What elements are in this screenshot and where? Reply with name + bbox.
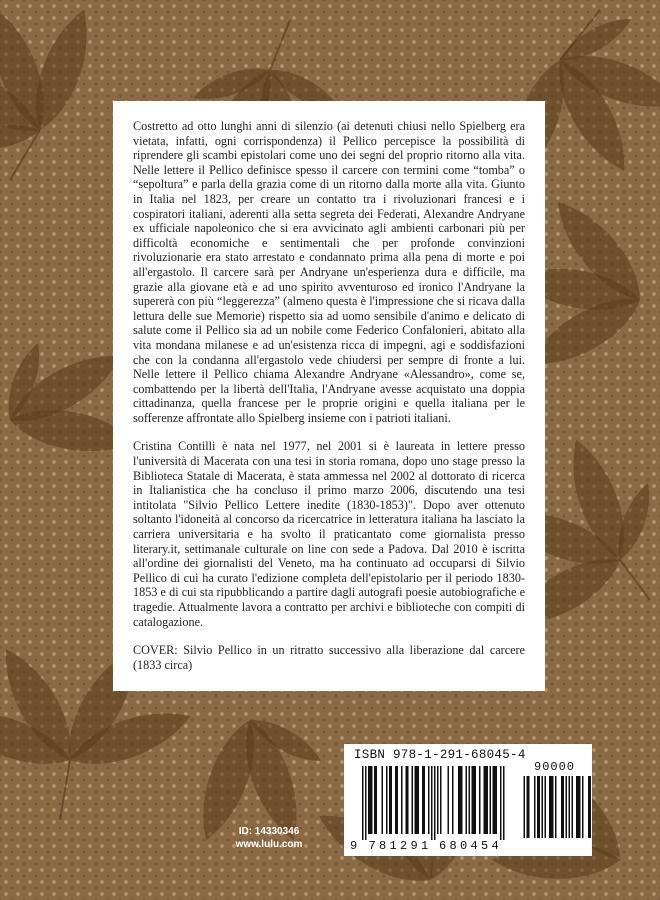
barcode-bar-3 <box>370 766 372 834</box>
barcode-bar-6 <box>376 766 378 834</box>
barcode-ean-digits <box>344 839 592 853</box>
barcode-bar-10 <box>391 766 393 834</box>
barcode-addon-bar-65 <box>578 776 580 838</box>
barcode-bar-16 <box>412 766 414 834</box>
ean-digit-4: 2 <box>400 839 408 853</box>
barcode-bar-30 <box>460 766 462 834</box>
barcode-addon-bar-52 <box>539 776 541 838</box>
isbn-label: ISBN 978-1-291-68045-4 <box>354 748 526 762</box>
barcode-bar-27 <box>448 766 450 834</box>
barcode-bar-36 <box>475 766 477 834</box>
barcode-bar-15 <box>407 766 409 834</box>
ean-digit-5: 9 <box>410 839 418 853</box>
ean-digit-6: 1 <box>421 839 429 853</box>
barcode-bar-2 <box>368 766 370 834</box>
ean-digit-0: 9 <box>350 839 358 853</box>
barcode-addon-bar-55 <box>549 776 551 838</box>
barcode-bar-31 <box>461 766 463 834</box>
barcode-addon-bar-47 <box>524 776 526 838</box>
barcode-bar-11 <box>395 766 397 834</box>
barcode-bar-42 <box>493 766 495 834</box>
barcode-addon-bar-48 <box>527 776 529 838</box>
barcode-addon-bar-57 <box>552 776 554 838</box>
barcode-bar-14 <box>406 766 408 834</box>
barcode-bar-17 <box>415 766 417 834</box>
barcode-bar-9 <box>389 766 391 834</box>
publisher-imprint <box>229 825 309 851</box>
synopsis-paragraph: Costretto ad otto lunghi anni di silenzio (ai detenuti chiusi nello Spielberg era vietata, infatti, ogni corrispondenza) il Pellico percepisce la possibilità di riprendere gli scambi epistolari come uno dei segni del proprio ritorno alla vita. Nelle lettere il Pellico definisce spesso il carcere con termini come “tomba” o “sepoltura” e parla della grazia come di un ritorno dalla morte alla vita. Giunto in Italia nel 1823, per creare un contatto tra i rivoluzionari francesi e i cospiratori italiani, aderenti alla setta segreta dei Federati, Alexandre Andryane ex ufficiale napoleonico che si era avvicinato agli ambienti carbonari più per difficoltà economiche e sentimentali che per profonde convinzioni rivoluzionarie era stato arrestato e condannato prima alla pena di morte e poi all'ergastolo. Il carcere sarà per Andryane un'esperienza dura e difficile, ma grazie alla giovane età e ad uno spirito avventuroso ed ironico l'Andryane la supererà con più “leggerezza” (almeno questa è l'impressione che si ricava dalla lettura delle sue Memorie) rispetto sia ad uomo sensibile d'animo e delicato di salute come il Pellico sia ad un nobile come Federico Confalonieri, abitato alla vita mondana milanese e ad un'esistenza ricca di impegni, agi e soddisfazioni che con la condanna all'ergastolo vede chiudersi per sempre di fronte a lui. Nelle lettere il Pellico chiama Alexandre Andryane «Alessandro», come se, combattendo per la libertà dell'Italia, l'Andryane avesse acquistato una doppia cittadinanza, quella francese per le proprie origini e quella italiana per le sofferenze affrontate allo Spielberg insieme con i patrioti italiani. <box>133 119 525 425</box>
barcode-addon-bar-49 <box>528 776 530 838</box>
barcode-bar-0 <box>362 766 364 840</box>
back-cover-text-panel <box>113 101 545 691</box>
barcode-addon-bar-66 <box>579 776 581 838</box>
barcode-bar-8 <box>386 766 388 834</box>
barcode-bar-44 <box>496 766 498 834</box>
barcode-addon-bar-59 <box>561 776 563 838</box>
barcode-bar-26 <box>440 766 442 834</box>
barcode-addon-bar-53 <box>542 776 544 838</box>
barcode-bar-21 <box>424 766 426 834</box>
barcode-bar-37 <box>479 766 481 834</box>
ean-digit-12: 4 <box>491 839 499 853</box>
barcode-addon-bar-54 <box>545 776 547 838</box>
barcode-addon-digits: 90000 <box>534 760 576 774</box>
barcode-bar-43 <box>494 766 496 834</box>
cover-credit-note: COVER: Silvio Pellico in un ritratto successivo alla liberazione dal carcere (1833 circa) <box>133 643 525 672</box>
barcode-bar-32 <box>466 766 468 834</box>
barcode-bar-33 <box>469 766 471 834</box>
ean-digit-8: 8 <box>449 839 457 853</box>
barcode-bar-24 <box>434 766 436 840</box>
ean-digit-7: 6 <box>439 839 447 853</box>
author-bio-paragraph: Cristina Contilli è nata nel 1977, nel 2001 si è laureata in lettere presso l'università di Macerata con una tesi in storia romana, dopo uno stage presso la Biblioteca Statale di Macerata, è stata ammessa nel 2002 al dottorato di ricerca in Italianistica che ha concluso il primo marzo 2006, discutendo una tesi intitolata "Silvio Pellico Lettere inedite (1830-1853)". Dopo aver ottenuto soltanto l'idoneità al concorso da ricercatrice in letteratura italiana ha lasciato la carriera universitaria e ha svolto il praticantato come giornalista presso literary.it, settimanale culturale on line con sede a Padova. Dal 2010 è iscritta all'ordine dei giornalisti del Veneto, ma ha continuato ad occuparsi di Silvio Pellico di cui ha curato l'edizione completa dell'epistolario per il periodo 1830-1853 e di cui sta ripubblicando a partire dagli autografi poesie autobiografiche e tragedie. Attualmente lavora a contratto per archivi e biblioteche con compiti di catalogazione. <box>133 439 525 629</box>
ean-digit-9: 0 <box>460 839 468 853</box>
barcode-bar-29 <box>458 766 460 834</box>
barcode-bar-38 <box>484 766 486 834</box>
barcode-addon-bar-63 <box>572 776 574 838</box>
barcode-bar-12 <box>397 766 399 834</box>
barcode-addon-bar-64 <box>576 776 578 838</box>
barcode-bar-1 <box>365 766 367 840</box>
publisher-url: www.lulu.com <box>235 839 303 850</box>
barcode-addon-bar-67 <box>582 776 584 838</box>
isbn-barcode-box <box>344 744 592 856</box>
barcode-bar-5 <box>374 766 376 834</box>
barcode-addon-bar-56 <box>551 776 553 838</box>
ean-digit-1: 7 <box>368 839 376 853</box>
barcode-addon-bar-58 <box>555 776 557 838</box>
barcode-bar-40 <box>487 766 489 834</box>
barcode-bar-45 <box>500 766 502 840</box>
ean-digit-10: 4 <box>470 839 478 853</box>
barcode-bar-25 <box>437 766 439 834</box>
barcode-bar-20 <box>422 766 424 834</box>
barcode-bar-23 <box>431 766 433 840</box>
publisher-id: ID: 14330346 <box>238 826 300 837</box>
barcode-bar-39 <box>485 766 487 834</box>
barcode-bar-22 <box>428 766 430 834</box>
barcode-bar-7 <box>382 766 384 834</box>
barcode-bar-4 <box>371 766 373 834</box>
barcode-bar-35 <box>473 766 475 834</box>
ean-digit-3: 1 <box>389 839 397 853</box>
barcode-addon-bar-62 <box>569 776 571 838</box>
barcode-bar-46 <box>503 766 505 840</box>
ean-digit-11: 5 <box>481 839 489 853</box>
barcode-addon-bar-69 <box>590 776 592 838</box>
barcode-bar-34 <box>472 766 474 834</box>
barcode-addon-bar-60 <box>563 776 565 838</box>
barcode-addon-bar-50 <box>534 776 536 838</box>
barcode-bar-18 <box>416 766 418 834</box>
barcode-addon-bar-51 <box>537 776 539 838</box>
barcode-bar-28 <box>452 766 454 834</box>
ean-digit-2: 8 <box>379 839 387 853</box>
barcode-addon-bar-68 <box>588 776 590 838</box>
barcode-addon-bar-61 <box>566 776 568 838</box>
barcode-bar-41 <box>490 766 492 834</box>
barcode-bar-13 <box>401 766 403 834</box>
barcode-bar-19 <box>418 766 420 834</box>
